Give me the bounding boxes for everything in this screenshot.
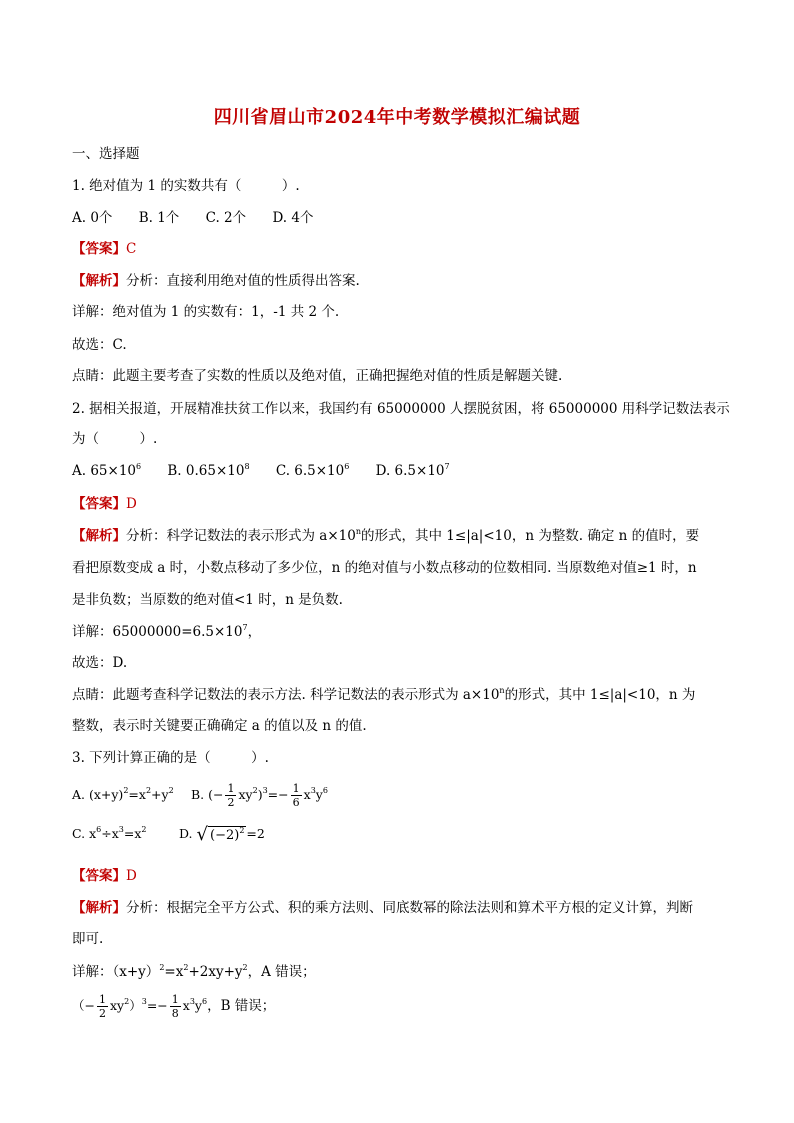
q2-comment-line1: 点睛：此题考查科学记数法的表示方法. 科学记数法的表示形式为 $a\times 10^n$的形式，其中 1≤|a|<10，n 为 — [72, 686, 696, 703]
q1-option-c: C. 2个 — [205, 210, 247, 226]
q1-analysis — [72, 271, 360, 291]
q2-option-a: A. $65\times 10^6$ — [72, 462, 142, 479]
answer-tag: 【答案】 — [72, 241, 126, 257]
q3-stem: 3. 下列计算正确的是（ ）. — [72, 750, 269, 766]
q1-stem: 1. 绝对值为 1 的实数共有（ ）. — [72, 178, 300, 194]
q3-detail-a: 详解：$(x+y)^2=x^2+2xy+y^2$，A 错误； — [72, 963, 316, 980]
q2-comment-line2: 整数，表示时关键要正确确定 a 的值以及 n 的值. — [72, 718, 367, 734]
q1-detail: 详解：绝对值为 1 的实数有：1，-1 共 2 个. — [72, 304, 340, 320]
q3-option-c: C. $x^6\div x^3=x^2$ — [72, 825, 147, 841]
q1-option-b: B. 1个 — [138, 210, 180, 226]
q2-options — [72, 461, 472, 481]
q3-option-a: A. $(x+y)^2=x^2+y^2$ — [72, 786, 174, 802]
section-heading: 一、选择题 — [72, 146, 140, 162]
q2-option-d: D. $6.5\times 10^7$ — [375, 462, 450, 479]
analysis-tag: 【解析】 — [72, 900, 126, 916]
q2-option-b: B. $0.65\times 10^8$ — [167, 462, 250, 479]
q3-answer — [72, 866, 137, 886]
q1-choose: 故选：C. — [72, 337, 127, 353]
q1-option-a: A. 0个 — [72, 210, 113, 226]
q2-analysis-line3: 是非负数；当原数的绝对值<1 时，n 是负数. — [72, 592, 343, 608]
answer-value: C — [126, 241, 137, 257]
q2-detail: 详解：$65000000=6.5\times 10^7$， — [72, 623, 262, 640]
q3-analysis-line2: 即可. — [72, 931, 104, 947]
q2-choose: 故选：D. — [72, 655, 128, 671]
q1-comment: 点睛：此题主要考查了实数的性质以及绝对值，正确把握绝对值的性质是解题关键. — [72, 368, 563, 384]
answer-value: D — [126, 496, 137, 512]
q3-detail-b: （− $\frac{1}{2}$ $xy^2)^3=-$ $\frac{1}{8}$ $x^3y^6$，B 错误； — [72, 993, 276, 1020]
q1-option-d: D. 4个 — [272, 210, 314, 226]
q1-answer — [72, 239, 136, 259]
page-title: 四川省眉山市2024年中考数学模拟汇编试题 — [213, 107, 581, 128]
q3-option-b: B. (− $\frac{1}{2}$ $xy^2)^3=-$ $\frac{1}{6}$ $x^3y^6$ — [190, 782, 328, 809]
answer-tag: 【答案】 — [72, 868, 126, 884]
q1-options — [72, 208, 335, 228]
q2-stem-line1: 2. 据相关报道，开展精准扶贫工作以来，我国约有 65000000 人摆脱贫困，将 65000000 用科学记数法表示 — [72, 401, 730, 417]
q2-stem-line2: 为（ ）. — [72, 431, 158, 447]
analysis-tag: 【解析】 — [72, 273, 126, 289]
answer-tag: 【答案】 — [72, 496, 126, 512]
answer-value: D — [126, 868, 137, 884]
q3-option-d: D. √ $(-2)^2$ =2 — [178, 823, 265, 845]
q2-option-c: C. $6.5\times 10^6$ — [275, 462, 350, 479]
q2-analysis-line1: 【解析】分析：科学记数法的表示形式为 $a\times 10^n$的形式，其中 1≤|a|<10，n 为整数. 确定 n 的值时，要 — [72, 527, 700, 544]
analysis-text: 分析：直接利用绝对值的性质得出答案. — [126, 273, 360, 289]
q3-options-row2 — [72, 824, 265, 845]
q2-analysis-line2: 看把原数变成 a 时，小数点移动了多少位，n 的绝对值与小数点移动的位数相同. 当原数绝对值≥1 时，n — [72, 560, 697, 576]
q3-analysis-line1: 【解析】分析：根据完全平方公式、积的乘方法则、同底数幂的除法法则和算术平方根的定义计算，判断 — [72, 900, 693, 916]
q2-answer — [72, 494, 137, 514]
analysis-tag: 【解析】 — [72, 528, 126, 544]
q3-options-row1 — [72, 782, 328, 809]
